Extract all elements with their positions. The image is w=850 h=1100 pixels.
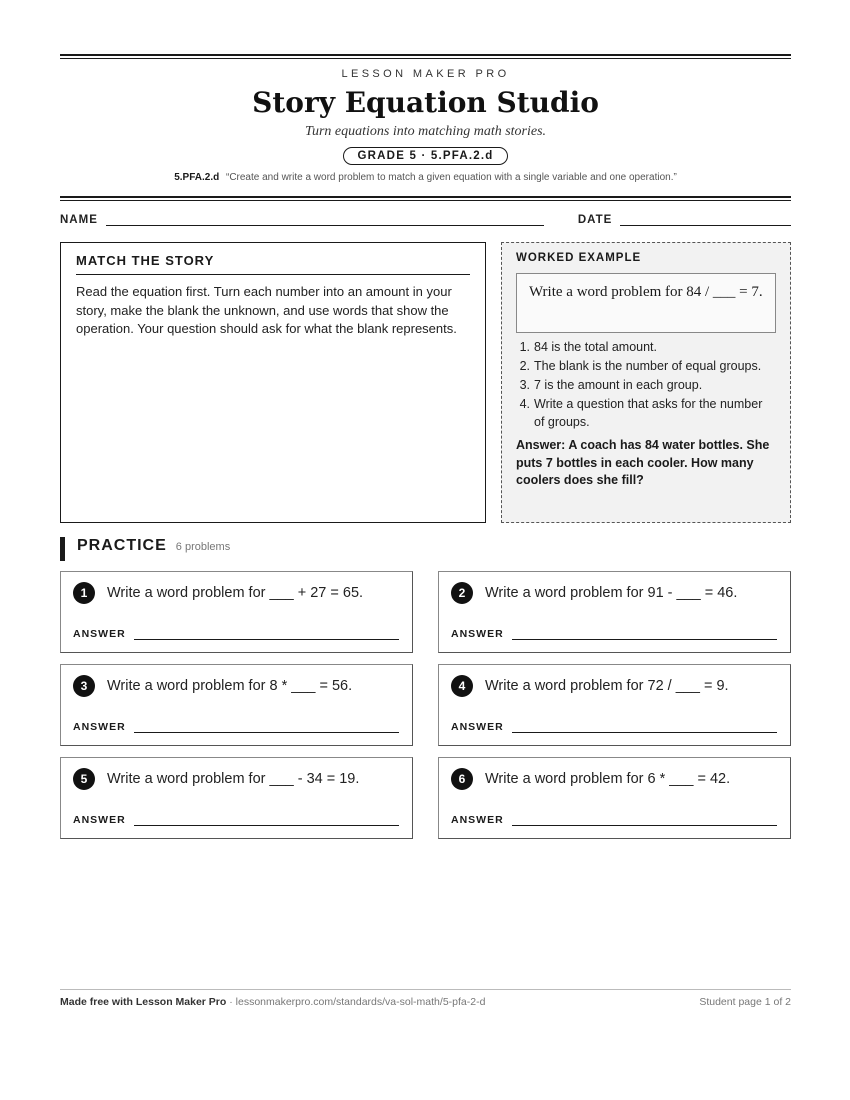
practice-heading bbox=[60, 537, 791, 561]
worked-example-box bbox=[501, 242, 791, 523]
answer-label: ANSWER bbox=[73, 628, 126, 640]
problem-number-badge: 1 bbox=[73, 582, 95, 604]
date-label: DATE bbox=[577, 214, 613, 226]
answer-label: ANSWER bbox=[451, 628, 504, 640]
practice-card bbox=[60, 571, 413, 653]
problem-text: Write a word problem for ___ + 27 = 65. bbox=[107, 585, 364, 601]
standard-line bbox=[60, 172, 791, 183]
problem-number-badge: 6 bbox=[451, 768, 473, 790]
footer-page-number: Student page 1 of 2 bbox=[699, 996, 791, 1008]
practice-grid bbox=[60, 571, 791, 839]
problem-text: Write a word problem for 8 * ___ = 56. bbox=[107, 678, 353, 694]
page-footer bbox=[60, 989, 791, 1008]
worked-example-problem: Write a word problem for 84 / ___ = 7. bbox=[516, 273, 776, 333]
brand-label: LESSON MAKER PRO bbox=[341, 68, 510, 80]
worksheet-page bbox=[60, 54, 791, 839]
problem-number-badge: 2 bbox=[451, 582, 473, 604]
practice-card bbox=[438, 571, 791, 653]
header-bottom-rule bbox=[60, 196, 791, 201]
practice-count: 6 problems bbox=[175, 541, 231, 553]
practice-card bbox=[438, 757, 791, 839]
footer-made-with: Made free with Lesson Maker Pro bbox=[60, 996, 227, 1008]
problem-number-badge: 3 bbox=[73, 675, 95, 697]
answer-line[interactable] bbox=[134, 639, 399, 640]
match-story-box bbox=[60, 242, 486, 523]
match-story-body: Read the equation first. Turn each number into an amount in your story, make the blank the unknown, and use words that show the operation. Your question should ask for what the blank represents. bbox=[76, 284, 457, 336]
header-top-rule bbox=[60, 54, 791, 59]
problem-text: Write a word problem for 6 * ___ = 42. bbox=[485, 771, 731, 787]
problem-number-badge: 5 bbox=[73, 768, 95, 790]
answer-label: ANSWER bbox=[451, 721, 504, 733]
answer-label: ANSWER bbox=[73, 814, 126, 826]
page-title: Story Equation Studio bbox=[252, 86, 599, 119]
page-subtitle: Turn equations into matching math stories. bbox=[304, 124, 547, 139]
problem-number-badge: 4 bbox=[451, 675, 473, 697]
match-story-heading: MATCH THE STORY bbox=[76, 253, 470, 275]
worked-example-answer: Answer: A coach has 84 water bottles. She puts 7 bottles in each cooler. How many coolers does she fill? bbox=[516, 438, 770, 487]
footer-credit bbox=[60, 996, 485, 1008]
answer-line[interactable] bbox=[134, 825, 399, 826]
worked-example-heading: WORKED EXAMPLE bbox=[516, 252, 642, 264]
answer-line[interactable] bbox=[134, 732, 399, 733]
practice-card bbox=[60, 757, 413, 839]
practice-card bbox=[438, 664, 791, 746]
step-item: 1. 84 is the total amount. bbox=[519, 340, 657, 354]
answer-label: ANSWER bbox=[73, 721, 126, 733]
step-item: 4. Write a question that asks for the number of groups. bbox=[519, 397, 763, 429]
problem-text: Write a word problem for ___ - 34 = 19. bbox=[107, 771, 360, 787]
problem-text: Write a word problem for 91 - ___ = 46. bbox=[485, 585, 738, 601]
worked-example-steps bbox=[516, 339, 776, 431]
name-field[interactable] bbox=[106, 225, 544, 226]
footer-url[interactable]: · lessonmakerpro.com/standards/va-sol-math/5-pfa-2-d bbox=[229, 996, 486, 1008]
answer-line[interactable] bbox=[512, 825, 777, 826]
answer-line[interactable] bbox=[512, 639, 777, 640]
grade-badge: GRADE 5 · 5.PFA.2.d bbox=[343, 147, 509, 165]
practice-card bbox=[60, 664, 413, 746]
answer-label: ANSWER bbox=[451, 814, 504, 826]
standard-code: 5.PFA.2.d bbox=[174, 172, 220, 183]
name-label: NAME bbox=[60, 214, 98, 226]
step-item: 3. 7 is the amount in each group. bbox=[519, 378, 703, 392]
name-date-row bbox=[60, 214, 791, 226]
problem-text: Write a word problem for 72 / ___ = 9. bbox=[485, 678, 729, 694]
answer-line[interactable] bbox=[512, 732, 777, 733]
step-item: 2. The blank is the number of equal groups. bbox=[519, 359, 762, 373]
date-field[interactable] bbox=[620, 225, 791, 226]
practice-title: PRACTICE bbox=[77, 537, 167, 554]
standard-text: “Create and write a word problem to match a given equation with a single variable and one operation.” bbox=[225, 172, 677, 183]
